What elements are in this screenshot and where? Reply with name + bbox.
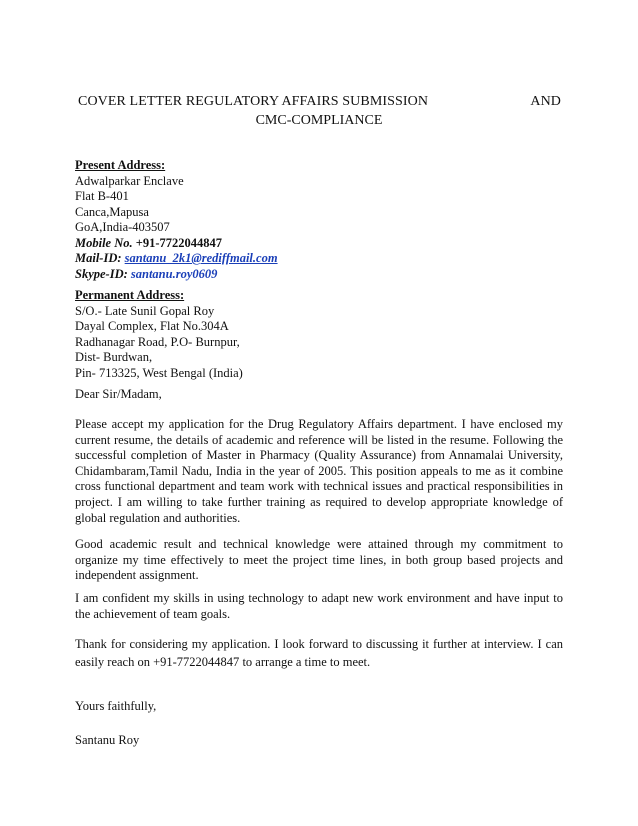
permanent-address [75, 288, 243, 381]
present-address-heading: Present Address: [75, 158, 166, 172]
mobile-line [75, 236, 278, 252]
present-address-line: Adwalparkar Enclave [75, 173, 184, 188]
salutation: Dear Sir/Madam, [75, 387, 162, 401]
permanent-address-line: S/O.- Late Sunil Gopal Roy [75, 303, 215, 318]
body-paragraph: I am confident my skills in using technology to adapt new work environment and have input to the achievement of team goals. [75, 591, 563, 621]
skype-value: santanu.roy0609 [130, 266, 218, 281]
permanent-address-line: Radhanagar Road, P.O- Burnpur, [75, 334, 240, 349]
mobile-label: Mobile No. [75, 235, 133, 250]
present-address-line: GoA,India-403507 [75, 220, 170, 234]
present-address-line: Canca,Mapusa [75, 204, 149, 219]
body-paragraph: Good academic result and technical knowledge were attained through my commitment to organize my time effectively to meet the project time lines, in both group based projects and independent assignment. [75, 537, 563, 583]
signoff: Yours faithfully, [75, 699, 157, 713]
title-line1: COVER LETTER REGULATORY AFFAIRS SUBMISSION [78, 94, 429, 109]
closing-phone: +91-7722044847 [153, 655, 240, 669]
permanent-address-line: Pin- 713325, West Bengal (India) [75, 365, 243, 380]
mail-line [75, 251, 278, 267]
closing-text-before: Thank for considering my application. I look forward to discussing it further at interview. I can easily reach on [75, 637, 563, 669]
letter-title [78, 93, 564, 110]
title-and: AND [530, 94, 561, 109]
mobile-value: +91-7722044847 [135, 235, 223, 250]
present-address [75, 158, 278, 282]
closing-text-after: to arrange a time to meet. [239, 655, 371, 669]
title-line2: CMC-COMPLIANCE [255, 113, 383, 128]
signature-name: Santanu Roy [75, 733, 140, 747]
present-address-line: Flat B-401 [75, 189, 129, 203]
permanent-address-line: Dayal Complex, Flat No.304A [75, 319, 229, 333]
mail-link[interactable]: santanu_2k1@rediffmail.com [124, 251, 278, 265]
permanent-address-heading: Permanent Address: [75, 288, 185, 302]
skype-line [75, 267, 278, 283]
skype-label: Skype-ID: [75, 266, 128, 281]
mail-label: Mail-ID: [75, 251, 122, 265]
permanent-address-line: Dist- Burdwan, [75, 350, 153, 364]
closing-paragraph [75, 635, 563, 671]
body-paragraph: Please accept my application for the Drug Regulatory Affairs department. I have enclosed my current resume, the details of academic and reference will be listed in the resume. Following the successful completion of Master in Pharmacy (Quality Assurance) from Annamalai University, Chidambaram,Tamil Nadu, India in the year of 2005. This position appeals to me as it combine cross functional department and team work with technical issues and practical responsibilities in project. I am willing to take further training as required to develop appropriate knowledge of global regulation and authorities. [75, 417, 563, 525]
